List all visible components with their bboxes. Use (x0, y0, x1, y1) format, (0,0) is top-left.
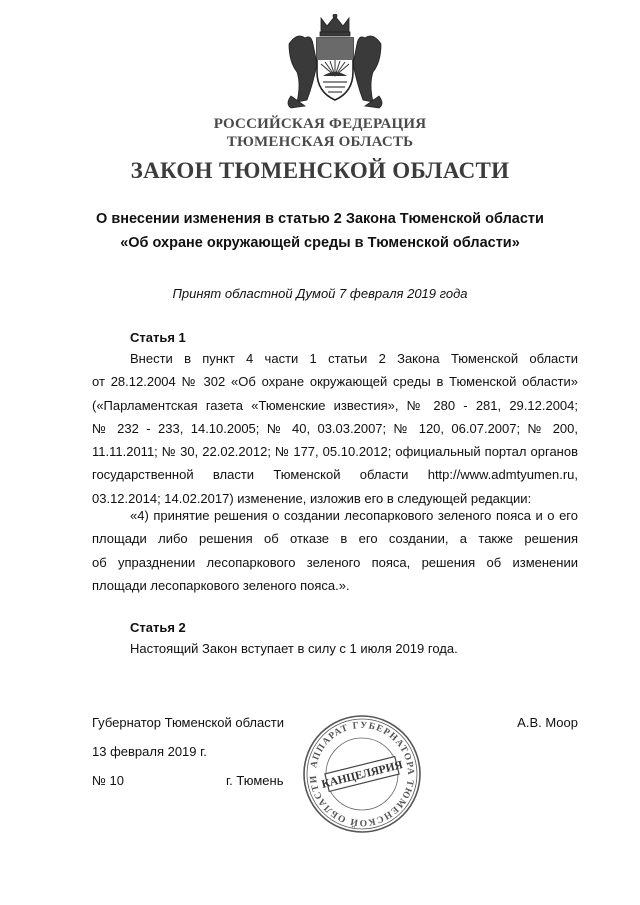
stamp-center-text: КАНЦЕЛЯРИЯ (320, 759, 405, 791)
article-1-paragraph-1 (92, 347, 578, 510)
text-line: Внести в пункт 4 части 1 статьи 2 Закона Тюменской области (130, 351, 578, 366)
signatory-name: А.В. Моор (517, 715, 578, 730)
law-title-line-2: «Об охране окружающей среды в Тюменской области» (120, 235, 520, 251)
text-line: площади лесопаркового зеленого пояса.». (92, 577, 350, 593)
article-2-heading: Статья 2 (130, 620, 186, 635)
text-line: государственной власти Тюменской области http://www.admtyumen.ru, (92, 467, 578, 483)
signing-date: 13 февраля 2019 г. (92, 744, 207, 759)
article-1-heading: Статья 1 (130, 330, 186, 345)
text-line: («Парламентская газета «Тюменские известия», № 280 - 281, 29.12.2004; (92, 397, 578, 413)
text-line: 03.12.2014; 14.02.2017) изменение, изложив его в следующей редакции: (92, 490, 532, 506)
document-type-heading: ЗАКОН ТЮМЕНСКОЙ ОБЛАСТИ (130, 158, 510, 183)
article-1-paragraph-2 (92, 504, 578, 597)
text-line: площади либо решения об отказе в его создании, а также решения (92, 531, 578, 547)
law-title-line-1: О внесении изменения в статью 2 Закона Тюменской области (96, 211, 544, 227)
text-line: 11.11.2011; № 30, 22.02.2012; № 177, 05.10.2012; официальный портал органов (92, 444, 578, 460)
header-country: РОССИЙСКАЯ ФЕДЕРАЦИЯ (213, 116, 427, 132)
law-number: № 10 (92, 773, 125, 788)
signatory-title: Губернатор Тюменской области (92, 715, 284, 730)
signing-city: г. Тюмень (226, 773, 284, 788)
text-line: от 28.12.2004 № 302 «Об охране окружающей среды в Тюменской области» (92, 374, 578, 390)
text-line: Настоящий Закон вступает в силу с 1 июля 2019 года. (130, 641, 458, 656)
office-stamp-icon (300, 712, 424, 836)
article-2-paragraph (92, 637, 578, 660)
stamp-ring-text: АППАРАТ ГУБЕРНАТОРА ТЮМЕНСКОЙ ОБЛАСТИ (308, 720, 416, 828)
text-line: № 232 - 233, 14.10.2005; № 40, 03.03.2007; № 120, 06.07.2007; № 200, (92, 420, 578, 436)
adoption-note: Принят областной Думой 7 февраля 2019 года (172, 286, 468, 301)
header-region: ТЮМЕНСКАЯ ОБЛАСТЬ (226, 134, 414, 150)
text-line: об упразднении лесопаркового зеленого пояса, решения об изменении (92, 554, 578, 570)
text-line: «4) принятие решения о создании лесопаркового зеленого пояса и о его (130, 508, 578, 523)
coat-of-arms-icon (283, 14, 387, 110)
